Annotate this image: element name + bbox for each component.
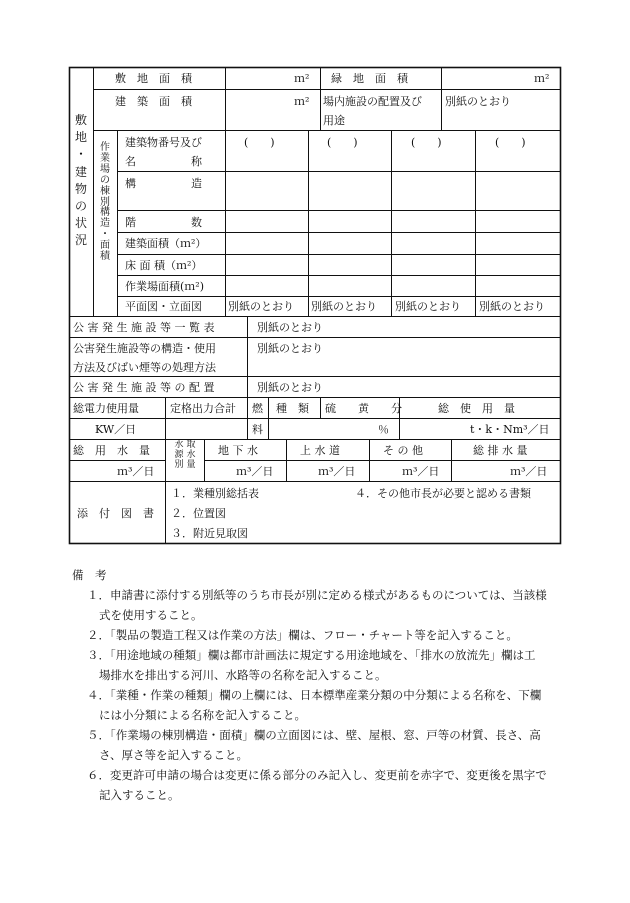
building-number-label-1: 建築物番号及び [125,136,202,149]
note-line: １．申請書に添付する別紙等のうち市長が別に定める様式があるものについては、当該様 [87,588,547,602]
wp-char: 積 [100,251,110,263]
ws-char: 水 [186,450,196,460]
wp-building-area-label: 建築面積（ｍ²） [125,237,207,250]
ws-char: 取 [186,440,196,450]
ws-char: 量 [186,460,196,470]
pollution-structure-label-2: 方法及びばい煙等の処理方法 [73,361,216,374]
notes-title: 備 考 [72,568,107,582]
drainage-unit: ｍ³／日 [510,465,548,478]
building-paren-1: ( ) [244,136,275,149]
pollution-list-value: 別紙のとおり [257,321,323,334]
pollution-list-label: 公 害 発 生 施 設 等 一 覧 表 [73,321,215,334]
note-line: ５．「作業場の棟別構造・面積」欄の立面図には、壁、屋根、窓、戸等の材質、長さ、高 [87,728,541,742]
site-char: 状 [74,216,87,231]
water-source-label [167,440,203,470]
note-line: ６．変更許可申請の場合は変更に係る部分のみ記入し、変更前を赤字で、変更後を黒字で [87,768,547,782]
wp-char: 別 [100,196,110,208]
wp-char: 棟 [100,185,110,197]
site-char: 物 [74,181,87,196]
sulfur-unit: ％ [378,423,389,436]
note-item [87,645,562,685]
note-line: 場排水を排出する河川、水路等の名称を記入すること。 [99,668,387,682]
power-label: 総電力使用量 [73,402,139,415]
workplace-group-label [97,143,113,263]
tap-water-unit: ｍ³／日 [318,465,356,478]
drawing-value-2: 別紙のとおり [311,300,377,313]
note-item [87,685,562,725]
building-number-label-2: 名 称 [125,155,202,168]
pollution-structure-value: 別紙のとおり [257,342,323,355]
site-char: 況 [74,233,87,248]
rated-output-label: 定格出力合計 [170,402,236,415]
drainage-label: 総 排 水 量 [473,444,528,457]
groundwater-label: 地 下 水 [218,444,258,457]
site-char: の [74,199,87,214]
total-usage-unit: t・k・Nm³／日 [470,423,550,436]
building-area-label: 建 築 面 積 [115,95,192,108]
facility-layout-label-1: 場内施設の配置及び [323,95,422,108]
site-area-label: 敷 地 面 積 [115,72,192,85]
water-total-unit: ｍ³／日 [117,465,155,478]
note-line: には小分類による名称を記入すること。 [99,708,306,722]
facility-layout-label-2: 用途 [323,114,345,127]
wp-work-area-label: 作業場面積(ｍ²) [125,280,204,293]
wp-char: 造 [100,218,110,230]
note-line: さ、厚さ等を記入すること。 [99,748,249,762]
drawing-value-4: 別紙のとおり [479,300,545,313]
wp-char: 場 [100,163,110,175]
other-water-unit: ｍ³／日 [402,465,440,478]
site-char: ・ [74,147,87,162]
tap-water-label: 上 水 道 [300,444,340,457]
site-area-unit: ｍ² [294,72,310,85]
note-item [87,625,562,645]
sulfur-label: 硫 黄 分 [325,402,402,415]
wp-char: 面 [100,240,110,252]
site-section-label [73,112,89,250]
pollution-layout-label: 公 害 発 生 施 設 等 の 配 置 [73,381,215,394]
building-paren-4: ( ) [495,136,526,149]
building-paren-2: ( ) [327,136,358,149]
groundwater-unit: ｍ³／日 [236,465,274,478]
green-area-label: 緑 地 面 積 [331,72,408,85]
green-area-unit: ｍ² [534,72,550,85]
other-water-label: そ の 他 [383,444,423,457]
fuel-label-2: 料 [252,423,263,436]
ws-char: 別 [174,460,184,470]
total-usage-label: 総 使 用 量 [438,402,515,415]
wp-char: 構 [100,207,110,219]
water-total-label: 総 用 水 量 [73,444,150,457]
note-line: 式を使用すること。 [99,608,203,622]
wp-char: ・ [100,229,110,241]
ws-char: 源 [174,450,184,460]
note-line: ２．「製品の製造工程又は作業の方法」欄は、フロー・チャート等を記入すること。 [87,628,518,642]
note-line: 記入すること。 [99,788,180,802]
note-line: ３．「用途地域の種類」欄は都市計画法に規定する用途地域を、「排水の放流先」欄は工 [87,648,536,662]
site-char: 敷 [74,113,87,127]
note-line: ４．「業種・作業の種類」欄の上欄には、日本標準産業分類の中分類による名称を、下欄 [87,688,542,702]
attachment-item: ３．附近見取図 [171,527,248,540]
drawing-value-1: 別紙のとおり [228,300,294,313]
facility-layout-value: 別紙のとおり [445,95,511,108]
fuel-type-label: 種 類 [276,402,309,415]
wp-char: 業 [100,152,110,164]
wp-floor-area-label: 床 面 積（ｍ²） [125,259,203,272]
site-char: 地 [74,130,87,145]
structure-label: 構 造 [125,177,202,190]
note-item [87,725,562,765]
wp-char: の [100,174,110,186]
attachment-item: ４．その他市長が必要と認める書類 [355,487,531,500]
power-unit: KW／日 [95,423,137,436]
notes-list [87,585,562,805]
pollution-structure-label-1: 公害発生施設等の構造・使用 [73,342,216,355]
building-paren-3: ( ) [411,136,442,149]
drawing-label: 平面図・立面図 [125,300,202,313]
ws-char: 水 [174,440,184,450]
drawing-value-3: 別紙のとおり [395,300,461,313]
wp-char: 作 [100,142,110,153]
pollution-layout-value: 別紙のとおり [257,381,323,394]
fuel-label-1: 燃 [252,402,263,415]
note-item [87,765,562,805]
site-char: 建 [74,164,87,179]
attachment-item: １．業種別総括表 [171,487,259,500]
attachments-label: 添 付 図 書 [77,507,154,520]
building-area-unit: ｍ² [294,95,310,108]
attachment-item: ２．位置図 [171,507,226,520]
floors-label: 階 数 [125,216,202,229]
note-item [87,585,562,625]
